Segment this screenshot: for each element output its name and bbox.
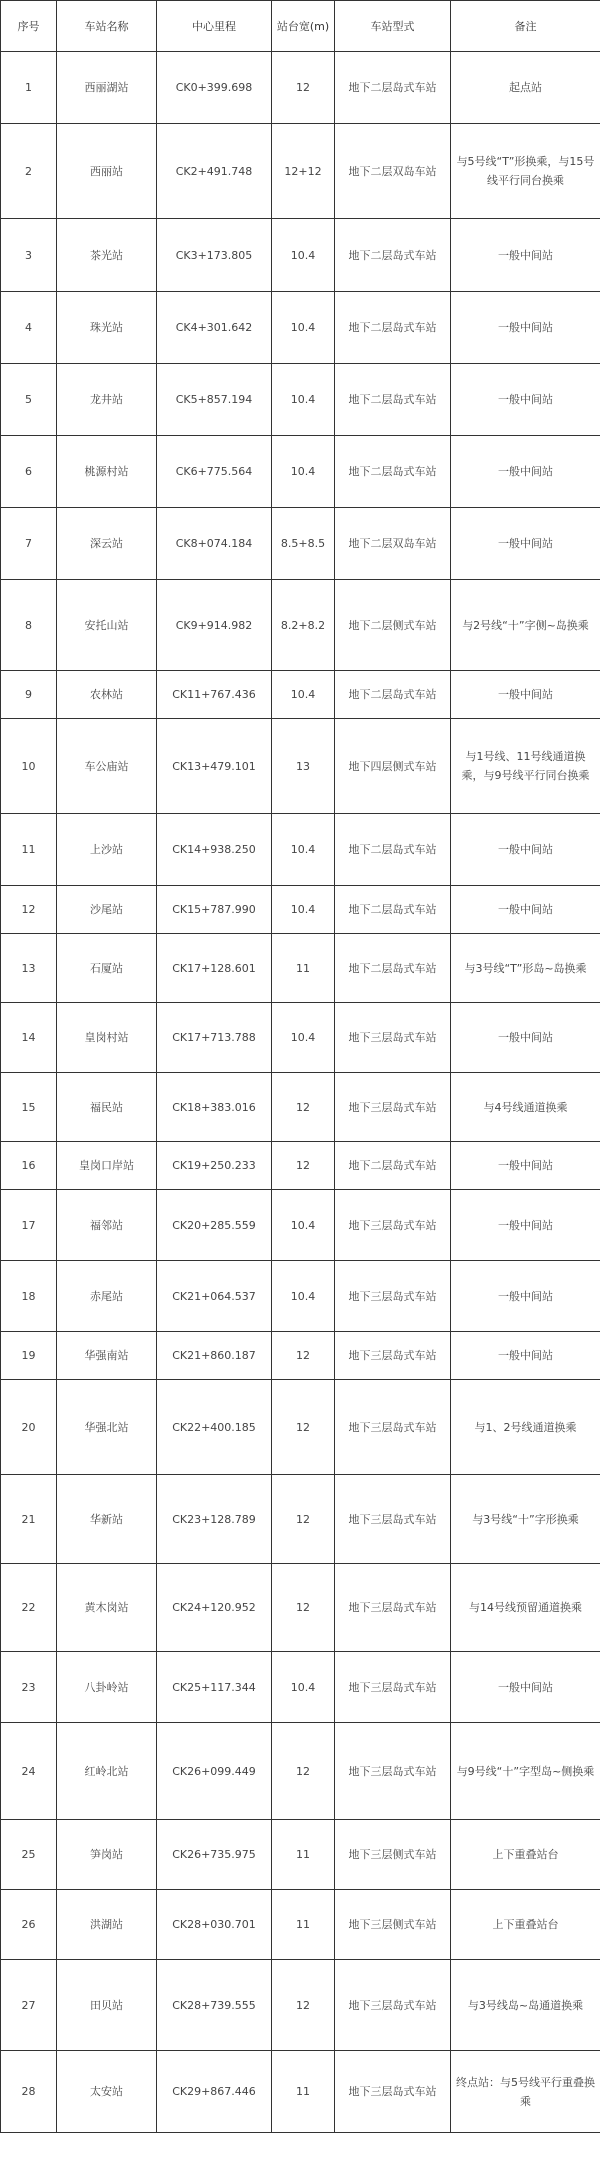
cell-station-name: 赤尾站	[57, 1261, 157, 1332]
table-row	[1, 1073, 600, 1142]
table-row	[1, 1890, 600, 1960]
cell-station-name: 皇岗村站	[57, 1003, 157, 1073]
cell-center-mileage: CK8+074.184	[157, 508, 272, 580]
table-row	[1, 2051, 600, 2133]
table-row	[1, 1003, 600, 1073]
cell-index: 23	[1, 1652, 57, 1723]
cell-station-name: 珠光站	[57, 292, 157, 364]
cell-center-mileage: CK13+479.101	[157, 719, 272, 814]
cell-platform-width: 10.4	[272, 219, 335, 292]
cell-index: 17	[1, 1190, 57, 1261]
header-index: 序号	[1, 1, 57, 52]
cell-platform-width: 8.5+8.5	[272, 508, 335, 580]
cell-station-name: 安托山站	[57, 580, 157, 671]
cell-remarks: 上下重叠站台	[451, 1820, 600, 1890]
cell-center-mileage: CK17+713.788	[157, 1003, 272, 1073]
cell-index: 16	[1, 1142, 57, 1190]
cell-platform-width: 10.4	[272, 364, 335, 436]
cell-station-type: 地下三层岛式车站	[335, 1652, 451, 1723]
cell-center-mileage: CK19+250.233	[157, 1142, 272, 1190]
cell-index: 21	[1, 1475, 57, 1564]
cell-station-name: 茶光站	[57, 219, 157, 292]
cell-remarks: 一般中间站	[451, 219, 600, 292]
cell-platform-width: 11	[272, 1820, 335, 1890]
cell-station-type: 地下二层岛式车站	[335, 364, 451, 436]
cell-index: 24	[1, 1723, 57, 1820]
cell-platform-width: 10.4	[272, 1261, 335, 1332]
table-row	[1, 52, 600, 124]
cell-center-mileage: CK17+128.601	[157, 934, 272, 1003]
table-row	[1, 219, 600, 292]
cell-station-type: 地下三层岛式车站	[335, 1190, 451, 1261]
table-row	[1, 934, 600, 1003]
cell-remarks: 一般中间站	[451, 292, 600, 364]
cell-center-mileage: CK3+173.805	[157, 219, 272, 292]
cell-station-name: 华强南站	[57, 1332, 157, 1380]
cell-center-mileage: CK9+914.982	[157, 580, 272, 671]
cell-index: 26	[1, 1890, 57, 1960]
cell-center-mileage: CK6+775.564	[157, 436, 272, 508]
cell-center-mileage: CK14+938.250	[157, 814, 272, 886]
cell-center-mileage: CK4+301.642	[157, 292, 272, 364]
cell-platform-width: 11	[272, 1890, 335, 1960]
table-row	[1, 1190, 600, 1261]
cell-remarks: 一般中间站	[451, 671, 600, 719]
cell-remarks: 与1、2号线通道换乘	[451, 1380, 600, 1475]
cell-remarks: 与3号线“T”形岛~岛换乘	[451, 934, 600, 1003]
cell-station-name: 洪湖站	[57, 1890, 157, 1960]
cell-remarks: 终点站：与5号线平行重叠换乘	[451, 2051, 600, 2133]
cell-remarks: 与14号线预留通道换乘	[451, 1564, 600, 1652]
cell-platform-width: 10.4	[272, 814, 335, 886]
cell-station-name: 笋岗站	[57, 1820, 157, 1890]
cell-station-type: 地下四层侧式车站	[335, 719, 451, 814]
cell-index: 28	[1, 2051, 57, 2133]
cell-station-type: 地下三层侧式车站	[335, 1820, 451, 1890]
cell-station-type: 地下二层岛式车站	[335, 886, 451, 934]
cell-remarks: 一般中间站	[451, 508, 600, 580]
cell-index: 6	[1, 436, 57, 508]
cell-center-mileage: CK21+064.537	[157, 1261, 272, 1332]
cell-station-name: 西丽湖站	[57, 52, 157, 124]
cell-center-mileage: CK24+120.952	[157, 1564, 272, 1652]
cell-platform-width: 12	[272, 1073, 335, 1142]
cell-remarks: 与3号线“十”字形换乘	[451, 1475, 600, 1564]
table-row	[1, 292, 600, 364]
cell-platform-width: 10.4	[272, 292, 335, 364]
cell-index: 10	[1, 719, 57, 814]
cell-platform-width: 12	[272, 1380, 335, 1475]
table-row	[1, 1475, 600, 1564]
table-row	[1, 1261, 600, 1332]
cell-station-name: 黄木岗站	[57, 1564, 157, 1652]
cell-index: 27	[1, 1960, 57, 2051]
cell-platform-width: 11	[272, 934, 335, 1003]
cell-station-type: 地下三层侧式车站	[335, 1890, 451, 1960]
table-header-row	[1, 1, 600, 52]
cell-station-name: 车公庙站	[57, 719, 157, 814]
table-row	[1, 1723, 600, 1820]
header-station-name: 车站名称	[57, 1, 157, 52]
cell-station-type: 地下二层岛式车站	[335, 52, 451, 124]
cell-remarks: 与2号线“十”字侧~岛换乘	[451, 580, 600, 671]
table-row	[1, 364, 600, 436]
table-row	[1, 124, 600, 219]
header-center-mileage: 中心里程	[157, 1, 272, 52]
cell-center-mileage: CK26+735.975	[157, 1820, 272, 1890]
cell-index: 7	[1, 508, 57, 580]
cell-center-mileage: CK18+383.016	[157, 1073, 272, 1142]
cell-station-type: 地下三层岛式车站	[335, 1960, 451, 2051]
cell-station-name: 太安站	[57, 2051, 157, 2133]
cell-station-type: 地下二层岛式车站	[335, 671, 451, 719]
cell-remarks: 一般中间站	[451, 1652, 600, 1723]
cell-center-mileage: CK22+400.185	[157, 1380, 272, 1475]
cell-index: 9	[1, 671, 57, 719]
cell-index: 18	[1, 1261, 57, 1332]
cell-platform-width: 12	[272, 1475, 335, 1564]
cell-index: 3	[1, 219, 57, 292]
cell-index: 1	[1, 52, 57, 124]
cell-center-mileage: CK11+767.436	[157, 671, 272, 719]
cell-station-type: 地下三层岛式车站	[335, 1475, 451, 1564]
table-row	[1, 508, 600, 580]
table-row	[1, 1652, 600, 1723]
cell-station-type: 地下三层岛式车站	[335, 1380, 451, 1475]
cell-station-name: 田贝站	[57, 1960, 157, 2051]
cell-center-mileage: CK2+491.748	[157, 124, 272, 219]
header-station-type: 车站型式	[335, 1, 451, 52]
cell-platform-width: 8.2+8.2	[272, 580, 335, 671]
cell-station-type: 地下二层岛式车站	[335, 436, 451, 508]
cell-station-name: 上沙站	[57, 814, 157, 886]
cell-index: 2	[1, 124, 57, 219]
cell-station-name: 红岭北站	[57, 1723, 157, 1820]
cell-remarks: 一般中间站	[451, 1142, 600, 1190]
cell-platform-width: 12	[272, 1723, 335, 1820]
cell-remarks: 与3号线岛~岛通道换乘	[451, 1960, 600, 2051]
cell-station-type: 地下三层岛式车站	[335, 1073, 451, 1142]
cell-remarks: 上下重叠站台	[451, 1890, 600, 1960]
cell-station-name: 福民站	[57, 1073, 157, 1142]
cell-remarks: 与4号线通道换乘	[451, 1073, 600, 1142]
table-row	[1, 886, 600, 934]
cell-platform-width: 13	[272, 719, 335, 814]
table-body	[1, 52, 600, 2133]
cell-index: 8	[1, 580, 57, 671]
cell-index: 20	[1, 1380, 57, 1475]
cell-center-mileage: CK21+860.187	[157, 1332, 272, 1380]
cell-index: 5	[1, 364, 57, 436]
cell-index: 19	[1, 1332, 57, 1380]
cell-platform-width: 10.4	[272, 886, 335, 934]
table-row	[1, 1142, 600, 1190]
cell-center-mileage: CK29+867.446	[157, 2051, 272, 2133]
cell-index: 15	[1, 1073, 57, 1142]
table-row	[1, 1960, 600, 2051]
cell-station-type: 地下二层双岛车站	[335, 508, 451, 580]
cell-center-mileage: CK23+128.789	[157, 1475, 272, 1564]
cell-station-name: 桃源村站	[57, 436, 157, 508]
cell-index: 25	[1, 1820, 57, 1890]
cell-station-type: 地下三层岛式车站	[335, 1003, 451, 1073]
table-row	[1, 814, 600, 886]
table-row	[1, 1332, 600, 1380]
cell-platform-width: 12	[272, 52, 335, 124]
cell-remarks: 一般中间站	[451, 364, 600, 436]
cell-station-name: 华新站	[57, 1475, 157, 1564]
cell-remarks: 一般中间站	[451, 814, 600, 886]
cell-platform-width: 12	[272, 1564, 335, 1652]
table-row	[1, 1820, 600, 1890]
table-row	[1, 719, 600, 814]
header-remarks: 备注	[451, 1, 600, 52]
cell-station-name: 石厦站	[57, 934, 157, 1003]
cell-station-type: 地下二层岛式车站	[335, 814, 451, 886]
cell-station-name: 皇岗口岸站	[57, 1142, 157, 1190]
cell-station-type: 地下三层岛式车站	[335, 1723, 451, 1820]
header-platform-width: 站台宽(m)	[272, 1, 335, 52]
cell-station-type: 地下二层双岛车站	[335, 124, 451, 219]
cell-center-mileage: CK5+857.194	[157, 364, 272, 436]
cell-station-name: 龙井站	[57, 364, 157, 436]
cell-platform-width: 10.4	[272, 1652, 335, 1723]
cell-center-mileage: CK0+399.698	[157, 52, 272, 124]
cell-platform-width: 10.4	[272, 671, 335, 719]
cell-remarks: 一般中间站	[451, 1261, 600, 1332]
cell-remarks: 一般中间站	[451, 1003, 600, 1073]
cell-index: 12	[1, 886, 57, 934]
cell-station-type: 地下二层侧式车站	[335, 580, 451, 671]
cell-station-type: 地下二层岛式车站	[335, 1142, 451, 1190]
cell-station-name: 农林站	[57, 671, 157, 719]
table-row	[1, 436, 600, 508]
cell-station-type: 地下二层岛式车站	[335, 219, 451, 292]
cell-station-type: 地下三层岛式车站	[335, 1261, 451, 1332]
cell-station-name: 华强北站	[57, 1380, 157, 1475]
cell-index: 11	[1, 814, 57, 886]
cell-station-name: 福邻站	[57, 1190, 157, 1261]
cell-remarks: 起点站	[451, 52, 600, 124]
cell-center-mileage: CK20+285.559	[157, 1190, 272, 1261]
cell-remarks: 与5号线“T”形换乘，与15号线平行同台换乘	[451, 124, 600, 219]
cell-index: 13	[1, 934, 57, 1003]
cell-center-mileage: CK28+739.555	[157, 1960, 272, 2051]
cell-remarks: 一般中间站	[451, 436, 600, 508]
cell-center-mileage: CK15+787.990	[157, 886, 272, 934]
cell-station-type: 地下三层岛式车站	[335, 1332, 451, 1380]
cell-platform-width: 12	[272, 1332, 335, 1380]
cell-station-type: 地下三层岛式车站	[335, 1564, 451, 1652]
cell-platform-width: 10.4	[272, 1003, 335, 1073]
cell-platform-width: 12	[272, 1960, 335, 2051]
cell-remarks: 一般中间站	[451, 1190, 600, 1261]
cell-platform-width: 12	[272, 1142, 335, 1190]
cell-platform-width: 10.4	[272, 1190, 335, 1261]
cell-remarks: 与9号线“十”字型岛~侧换乘	[451, 1723, 600, 1820]
cell-station-type: 地下二层岛式车站	[335, 934, 451, 1003]
cell-platform-width: 12+12	[272, 124, 335, 219]
cell-station-name: 八卦岭站	[57, 1652, 157, 1723]
cell-center-mileage: CK25+117.344	[157, 1652, 272, 1723]
table-row	[1, 1380, 600, 1475]
cell-station-type: 地下三层岛式车站	[335, 2051, 451, 2133]
cell-station-name: 西丽站	[57, 124, 157, 219]
cell-station-name: 沙尾站	[57, 886, 157, 934]
table-row	[1, 671, 600, 719]
cell-index: 14	[1, 1003, 57, 1073]
cell-center-mileage: CK26+099.449	[157, 1723, 272, 1820]
cell-remarks: 与1号线、11号线通道换乘，与9号线平行同台换乘	[451, 719, 600, 814]
cell-index: 22	[1, 1564, 57, 1652]
cell-platform-width: 11	[272, 2051, 335, 2133]
cell-remarks: 一般中间站	[451, 886, 600, 934]
cell-platform-width: 10.4	[272, 436, 335, 508]
table-row	[1, 1564, 600, 1652]
cell-center-mileage: CK28+030.701	[157, 1890, 272, 1960]
cell-index: 4	[1, 292, 57, 364]
cell-station-type: 地下二层岛式车站	[335, 292, 451, 364]
cell-remarks: 一般中间站	[451, 1332, 600, 1380]
table-row	[1, 580, 600, 671]
cell-station-name: 深云站	[57, 508, 157, 580]
